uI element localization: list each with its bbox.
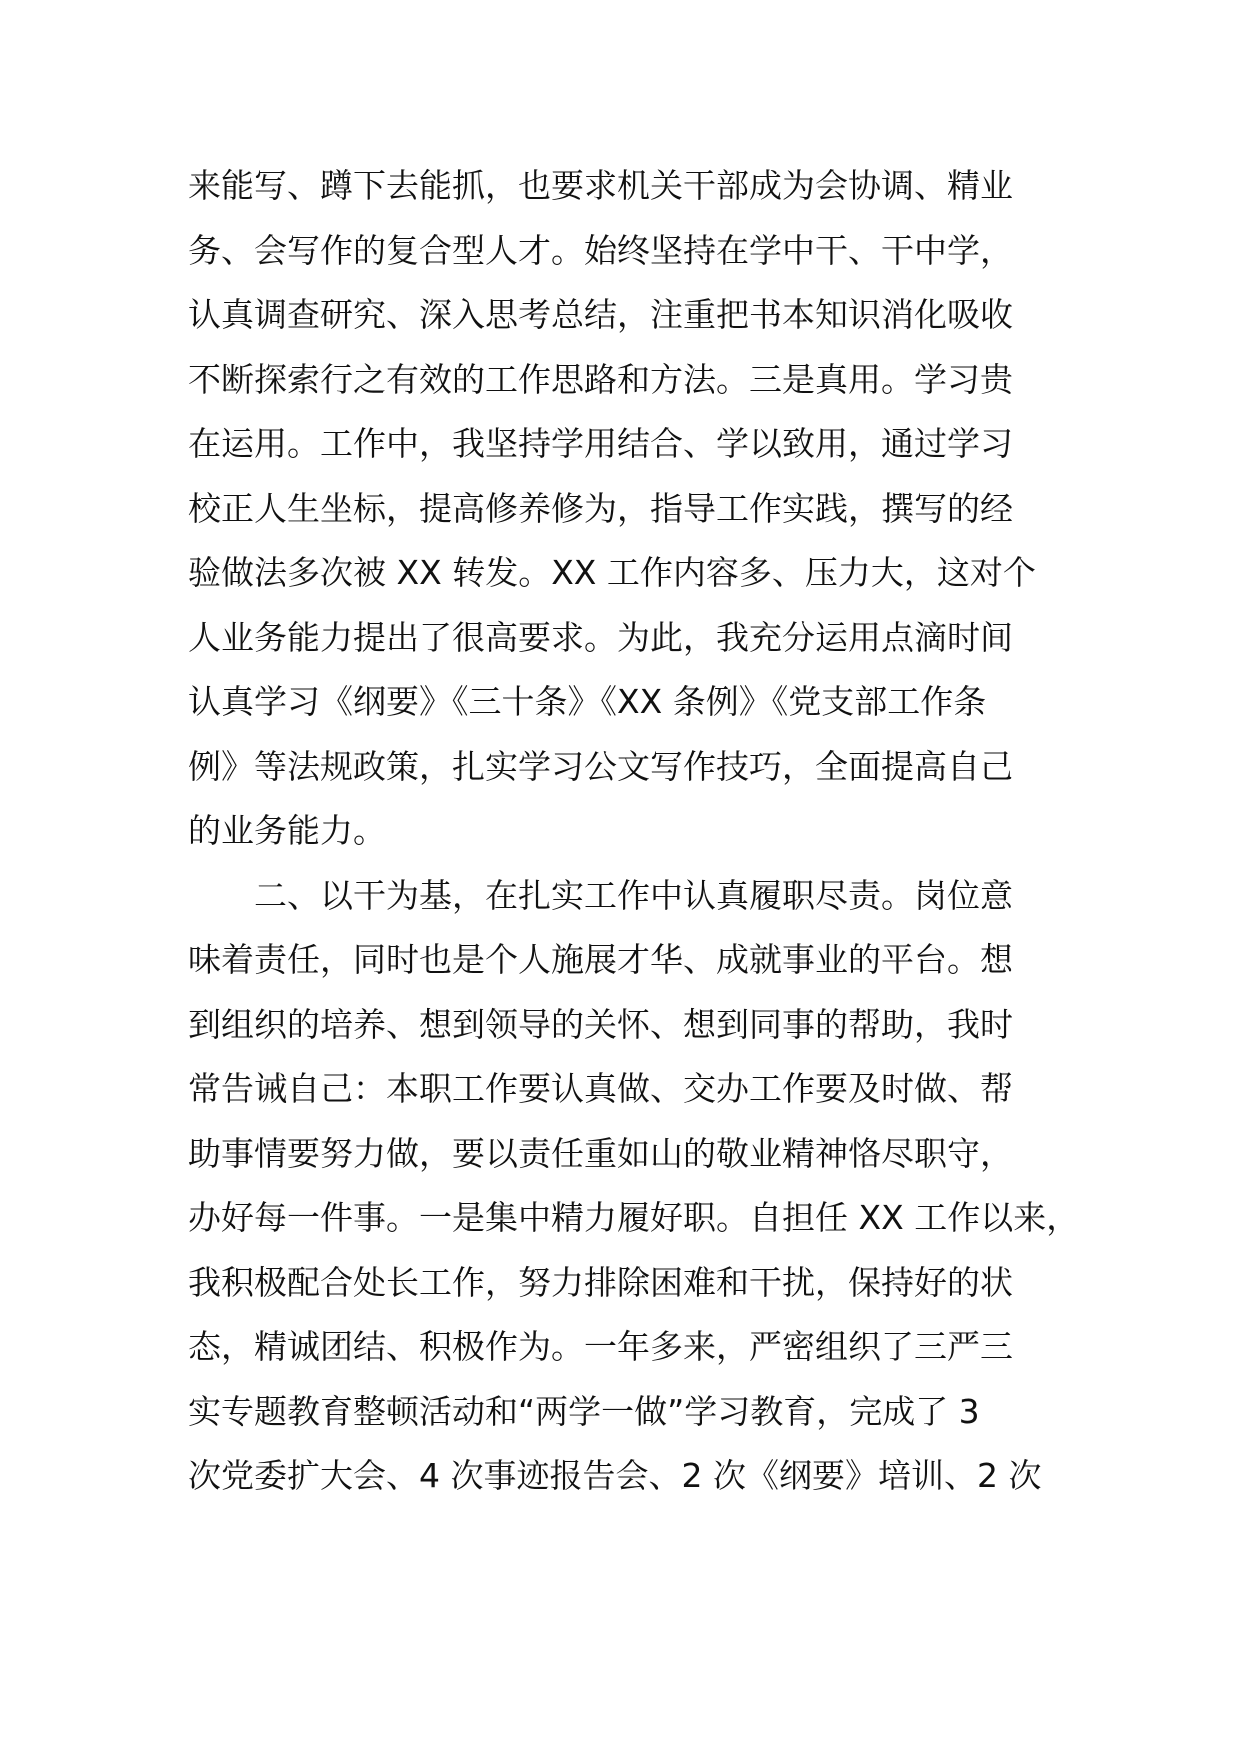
text-line: 味着责任，同时也是个人施展才华、成就事业的平台。想: [188, 940, 1013, 979]
text-line: 到组织的培养、想到领导的关怀、想到同事的帮助，我时: [188, 1004, 1013, 1044]
text-line: 来能写、蹲下去能抓，也要求机关干部成为会协调、精业: [188, 166, 1013, 205]
text-line: 助事情要努力做，要以责任重如山的敬业精神恪尽职守，: [188, 1133, 1013, 1173]
text-line: 在运用。工作中，我坚持学用结合、学以致用，通过学习: [188, 424, 1013, 463]
text-line: 次党委扩大会、4 次事迹报告会、2 次《纲要》培训、2 次: [188, 1456, 1042, 1495]
text-line: 校正人生坐标，提高修养修为，指导工作实践，撰写的经: [188, 488, 1013, 528]
text-line: 例》等法规政策，扎实学习公文写作技巧，全面提高自己: [188, 746, 1013, 786]
text-line: 人业务能力提出了很高要求。为此，我充分运用点滴时间: [188, 617, 1013, 657]
text-line: 不断探索行之有效的工作思路和方法。三是真用。学习贵: [188, 359, 1013, 399]
text-line: 常告诫自己：本职工作要认真做、交办工作要及时做、帮: [188, 1069, 1013, 1108]
text-line: 实专题教育整顿活动和“两学一做”学习教育，完成了 3: [188, 1391, 980, 1431]
text-line: 务、会写作的复合型人才。始终坚持在学中干、干中学，: [188, 230, 1013, 270]
text-line: 我积极配合处长工作，努力排除困难和干扰，保持好的状: [188, 1262, 1013, 1302]
text-line: 的业务能力。: [188, 811, 386, 850]
text-line: 态，精诚团结、积极作为。一年多来，严密组织了三严三: [188, 1327, 1013, 1366]
text-line: 验做法多次被 XX 转发。XX 工作内容多、压力大，这对个: [188, 553, 1036, 592]
text-line: 二、以干为基，在扎实工作中认真履职尽责。岗位意: [188, 875, 1013, 915]
text-line: 办好每一件事。一是集中精力履好职。自担任 XX 工作以来，: [188, 1198, 1080, 1237]
body-text: [188, 154, 1088, 1509]
text-line: 认真学习《纲要》《三十条》《XX 条例》《党支部工作条: [188, 682, 987, 721]
text-line: 认真调查研究、深入思考总结，注重把书本知识消化吸收: [188, 295, 1013, 334]
